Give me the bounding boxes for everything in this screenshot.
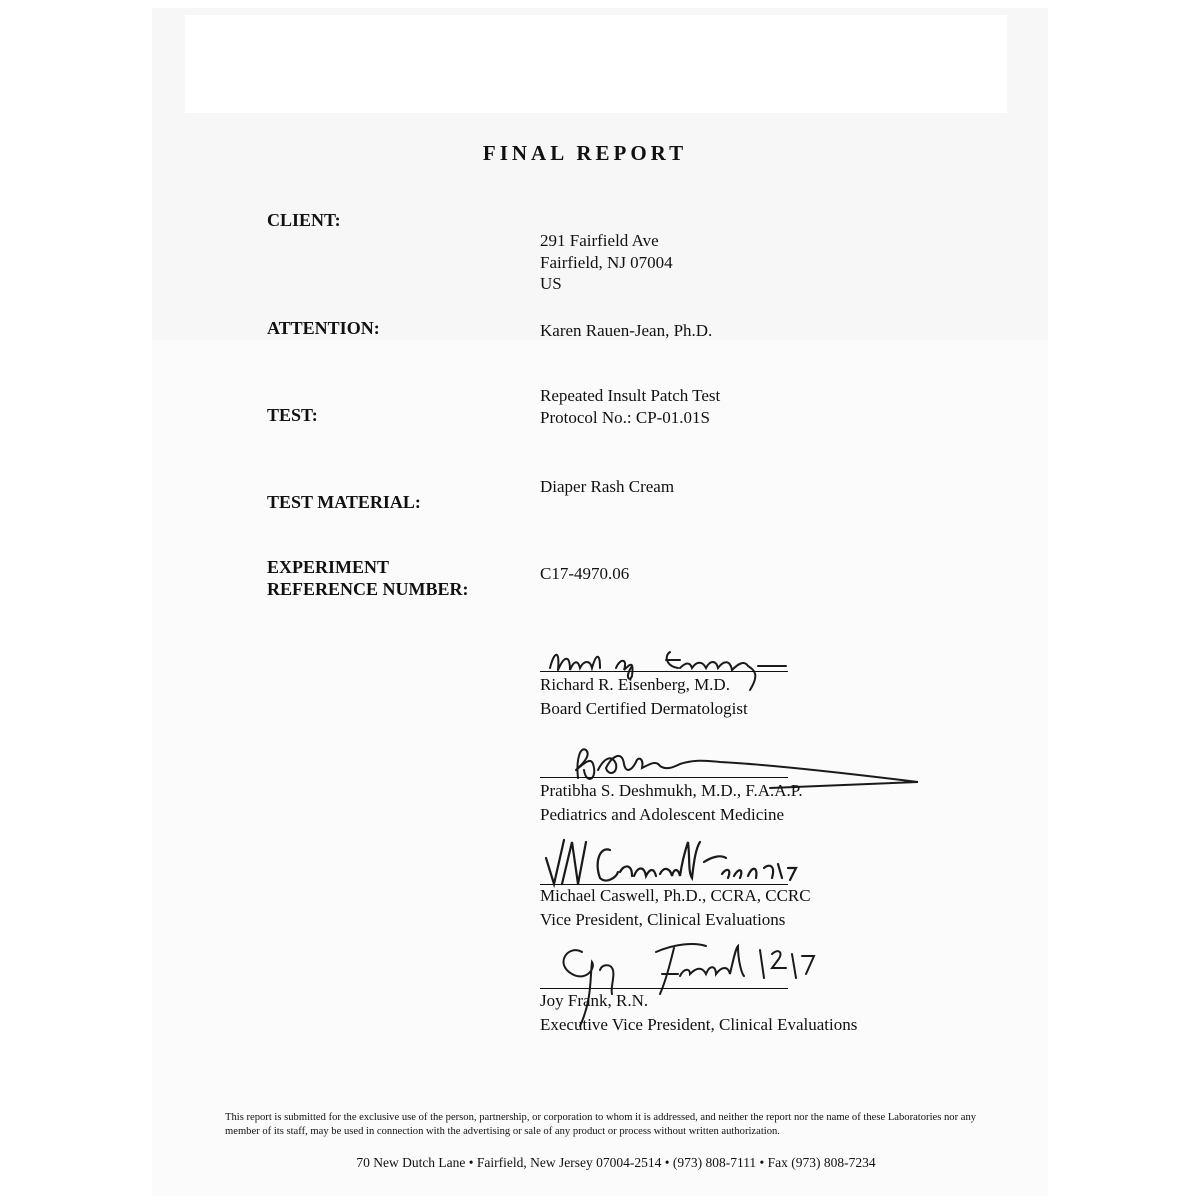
client-address-line: Fairfield, NJ 07004: [540, 252, 673, 272]
client-address-line: US: [540, 274, 562, 293]
signer-name: Michael Caswell, Ph.D., CCRA, CCRC: [540, 886, 811, 905]
signer-name: Joy Frank, R.N.: [540, 991, 649, 1010]
attention-value: Karen Rauen-Jean, Ph.D.: [540, 321, 713, 340]
signer-name: Pratibha S. Deshmukh, M.D., F.A.A.P.: [540, 781, 803, 800]
redacted-header-area: [185, 15, 1007, 113]
signer-caswell: [540, 884, 811, 932]
footer-contact: 70 New Dutch Lane • Fairfield, New Jersey 07004-2514 • (973) 808-7111 • Fax (973) 808-7234: [356, 1155, 876, 1170]
report-title: FINAL REPORT: [482, 141, 688, 165]
signature-line: [540, 777, 788, 778]
signer-deshmukh: [540, 779, 803, 827]
client-address-line: 291 Fairfield Ave: [540, 231, 659, 250]
signer-name: Richard R. Eisenberg, M.D.: [540, 675, 730, 694]
test-material-value: Diaper Rash Cream: [540, 477, 675, 496]
signature-stroke: [546, 840, 796, 884]
test-name: Repeated Insult Patch Test: [540, 386, 721, 405]
client-address: [540, 230, 673, 295]
signer-eisenberg: [540, 673, 748, 721]
signer-title: Vice President, Clinical Evaluations: [540, 910, 786, 929]
signer-title: Board Certified Dermatologist: [540, 699, 748, 718]
signer-frank: [540, 989, 857, 1037]
protocol-number: Protocol No.: CP-01.01S: [540, 407, 711, 427]
test-material-label: TEST MATERIAL:: [267, 492, 421, 512]
experiment-reference-value: C17-4970.06: [540, 564, 630, 583]
signature-line: [540, 671, 788, 672]
attention-label: ATTENTION:: [267, 318, 380, 338]
experiment-label-line: REFERENCE NUMBER:: [267, 579, 469, 599]
test-value: [540, 385, 720, 428]
signer-title: Executive Vice President, Clinical Evaluations: [540, 1015, 858, 1034]
signer-title: Pediatrics and Adolescent Medicine: [540, 805, 785, 824]
experiment-reference-label: [267, 556, 469, 600]
experiment-label-line: EXPERIMENT: [267, 557, 390, 577]
test-label: TEST:: [267, 405, 318, 425]
disclaimer-text: This report is submitted for the exclusive use of the person, partnership, or corporation to whom it is addressed, and neither the report nor the name of these Laboratories nor any member of its staff, may be used in connection with the advertising or sale of any product or process without written authorization.: [225, 1112, 977, 1137]
signature-caswell: [520, 828, 820, 892]
client-label: CLIENT:: [267, 210, 341, 230]
